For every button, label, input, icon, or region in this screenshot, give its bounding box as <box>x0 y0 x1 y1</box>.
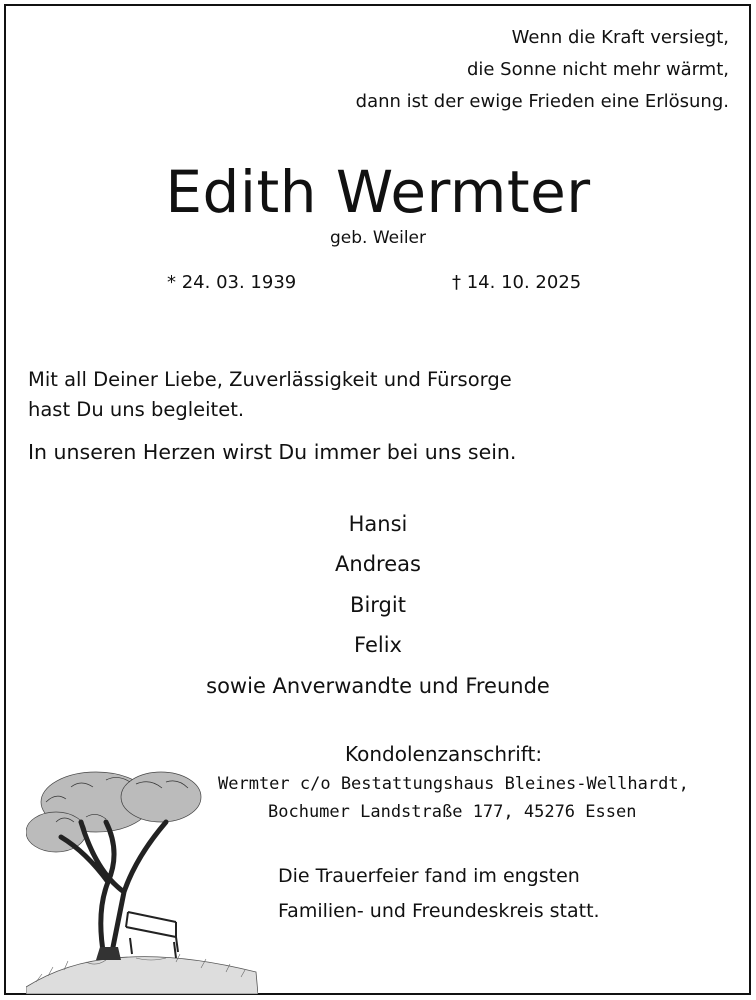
tree-with-bench-icon <box>26 762 258 994</box>
condolence-address-1: Wermter c/o Bestattungshaus Bleines-Wellhardt, <box>218 774 689 794</box>
poem-line-3: dann ist der ewige Frieden eine Erlösung. <box>355 91 729 112</box>
birth-date: * 24. 03. 1939 <box>167 272 297 293</box>
message-line-2: hast Du uns begleitet. <box>28 398 245 421</box>
deceased-name: Edith Wermter <box>165 158 591 226</box>
family-member-1: Hansi <box>348 512 408 536</box>
closing-line-1: Die Trauerfeier fand im engsten <box>278 865 580 887</box>
family-member-3: Birgit <box>350 593 406 617</box>
family-relatives: sowie Anverwandte und Freunde <box>206 674 550 698</box>
poem-line-2: die Sonne nicht mehr wärmt, <box>466 59 729 80</box>
poem <box>356 22 729 118</box>
condolence-heading: Kondolenzanschrift: <box>345 742 543 766</box>
closing-line-2: Familien- und Freundeskreis statt. <box>278 900 600 922</box>
family-member-4: Felix <box>354 633 402 657</box>
death-date: † 14. 10. 2025 <box>452 272 582 293</box>
message-line-1: Mit all Deiner Liebe, Zuverlässigkeit und Fürsorge <box>28 368 512 391</box>
message-line-3: In unseren Herzen wirst Du immer bei uns sein. <box>28 440 517 464</box>
condolence-address-2: Bochumer Landstraße 177, 45276 Essen <box>268 802 637 822</box>
poem-line-1: Wenn die Kraft versiegt, <box>511 27 729 48</box>
maiden-name: geb. Weiler <box>329 228 426 248</box>
family-member-2: Andreas <box>335 552 421 576</box>
